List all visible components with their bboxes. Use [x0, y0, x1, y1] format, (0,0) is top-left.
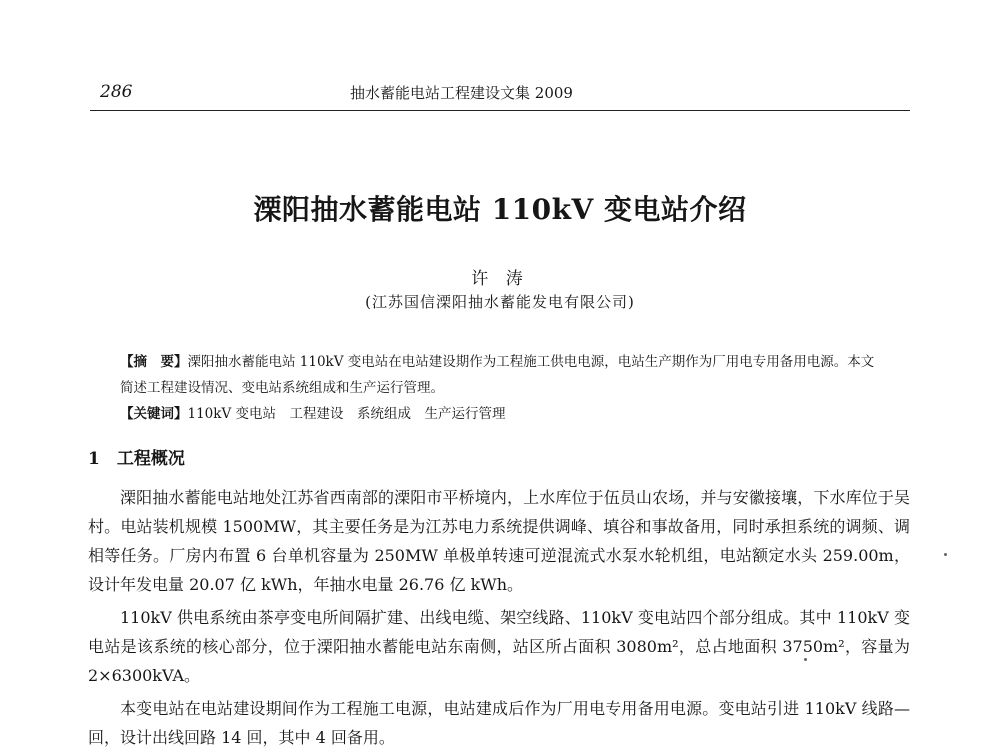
author-name: 许 涛 [471, 269, 529, 289]
abstract-block [120, 349, 880, 427]
author-affiliation: (江苏国信溧阳抽水蓄能发电有限公司) [365, 293, 635, 311]
abstract-label: 【摘 要】 [120, 354, 188, 370]
section-body [88, 483, 910, 756]
running-header-title: 抽水蓄能电站工程建设文集 2009 [350, 84, 573, 102]
page-number: 286 [100, 82, 133, 102]
body-paragraph: 本变电站在电站建设期间作为工程施工电源，电站建成后作为厂用电专用备用电源。变电站引进 110kV 线路—回，设计出线回路 14 回，其中 4 回备用。 [88, 699, 910, 747]
scan-speck [804, 658, 807, 661]
header-rule [90, 110, 910, 111]
keywords [120, 401, 880, 427]
abstract [120, 349, 880, 401]
article-title: 溧阳抽水蓄能电站 110kV 变电站介绍 [253, 193, 747, 226]
section-heading: 1 工程概况 [88, 449, 185, 469]
keywords-text: 110kV 变电站 工程建设 系统组成 生产运行管理 [187, 406, 506, 422]
body-paragraph: 溧阳抽水蓄能电站地处江苏省西南部的溧阳市平桥境内，上水库位于伍员山农场，并与安徽接壤，下水库位于吴村。电站装机规模 1500MW，其主要任务是为江苏电力系统提供调峰、填谷和事故备用，同时承担系统的调频、调相等任务。厂房内布置 6 台单机容量为 250MW 单极单转速可逆混流式水泵水轮机组，电站额定水头 259.00m，设计年发电量 20.07 亿 kWh，年抽水电量 26.76 亿 kWh。 [88, 488, 910, 594]
keywords-label: 【关键词】 [120, 406, 188, 422]
abstract-text: 溧阳抽水蓄能电站 110kV 变电站在电站建设期作为工程施工供电电源，电站生产期作为厂用电专用备用电源。本文简述工程建设情况、变电站系统组成和生产运行管理。 [120, 354, 875, 396]
running-header-row [90, 82, 910, 108]
scan-speck [944, 553, 947, 556]
body-paragraph: 110kV 供电系统由茶亭变电所间隔扩建、出线电缆、架空线路、110kV 变电站四个部分组成。其中 110kV 变电站是该系统的核心部分，位于溧阳抽水蓄能电站东南侧，站区所占面积 3080m²，总占地面积 3750m²，容量为 2×6300kVA。 [88, 608, 910, 685]
